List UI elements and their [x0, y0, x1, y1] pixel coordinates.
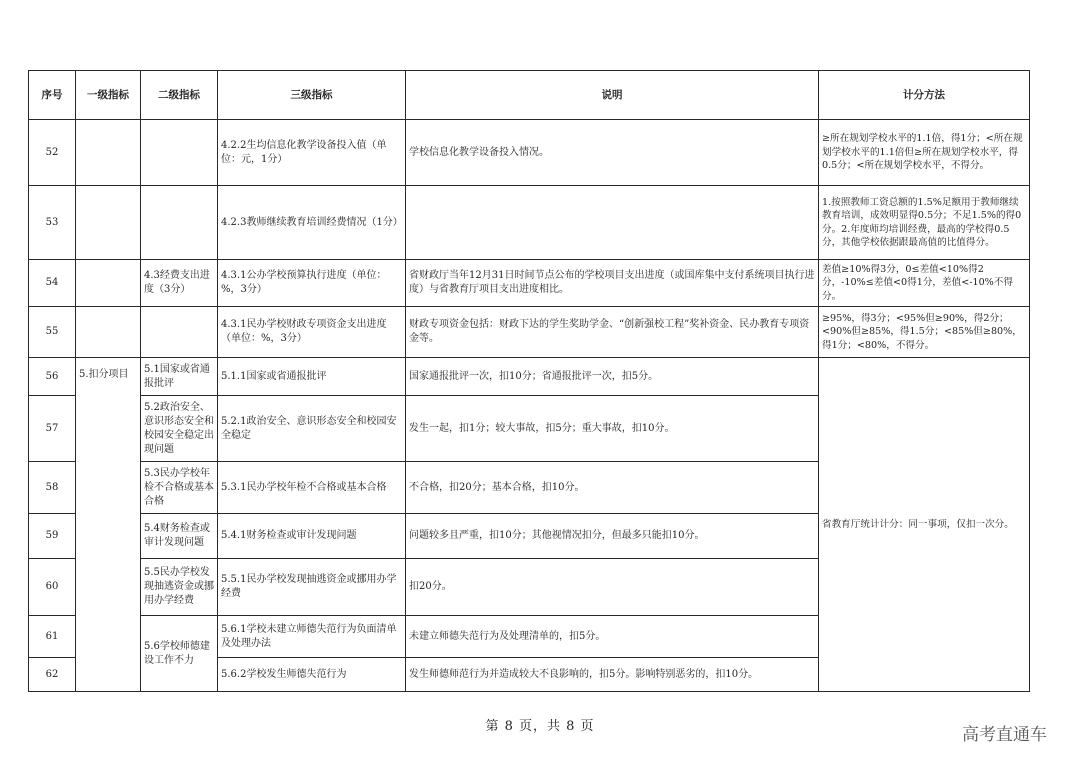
- row-level2: [141, 186, 218, 260]
- header-level2: 二级指标: [141, 71, 218, 120]
- table-row: [29, 307, 1030, 358]
- row-level3: 5.2.1政治安全、意识形态安全和校园安全稳定: [218, 396, 406, 462]
- row-desc: 问题较多且严重，扣10分；其他视情况扣分，但最多只能扣10分。: [406, 514, 819, 559]
- merged-score: 省教育厅统计计分：同一事项，仅扣一次分。: [819, 358, 1030, 692]
- table-row: [29, 186, 1030, 260]
- table-row: [29, 260, 1030, 307]
- row-level2: [141, 307, 218, 358]
- row-desc: 不合格，扣20分；基本合格，扣10分。: [406, 462, 819, 514]
- row-no: 61: [29, 616, 76, 658]
- row-level2: 5.3民办学校年检不合格或基本合格: [141, 462, 218, 514]
- row-desc: [406, 186, 819, 260]
- row-desc: 发生一起，扣1分；较大事故，扣5分；重大事故，扣10分。: [406, 396, 819, 462]
- table-header-row: [29, 71, 1030, 120]
- row-no: 54: [29, 260, 76, 307]
- table-row: [29, 120, 1030, 186]
- row-level1: 5.扣分项目: [76, 358, 141, 692]
- row-no: 59: [29, 514, 76, 559]
- row-score: ≥95%，得3分；<95%但≥90%，得2分；<90%但≥85%，得1.5分；<85%但≥80%，得1分；<80%，不得分。: [819, 307, 1030, 358]
- header-desc: 说明: [406, 71, 819, 120]
- row-level3: 4.2.3教师继续教育培训经费情况（1分）: [218, 186, 406, 260]
- row-no: 56: [29, 358, 76, 396]
- row-level3: 4.2.2生均信息化教学设备投入值（单位：元，1分）: [218, 120, 406, 186]
- row-no: 53: [29, 186, 76, 260]
- row-no: 58: [29, 462, 76, 514]
- row-desc: 未建立师德失范行为及处理清单的，扣5分。: [406, 616, 819, 658]
- header-level3: 三级指标: [218, 71, 406, 120]
- row-level2: 4.3经费支出进度（3分）: [141, 260, 218, 307]
- row-no: 55: [29, 307, 76, 358]
- row-no: 57: [29, 396, 76, 462]
- row-level2: 5.4财务检查或审计发现问题: [141, 514, 218, 559]
- row-score: 差值≥10%得3分，0≤差值<10%得2分，-10%≤差值<0得1分，差值<-10%不得分。: [819, 260, 1030, 307]
- row-score: 1.按照教师工资总额的1.5%足额用于教师继续教育培训，成效明显得0.5分；不足1.5%的得0分。2.年度师均培训经费，最高的学校得0.5分，其他学校依据跟最高值的比值得分。: [819, 186, 1030, 260]
- row-level1: [76, 307, 141, 358]
- row-level2: 5.5民办学校发现抽逃资金或挪用办学经费: [141, 559, 218, 616]
- row-desc: 财政专项资金包括：财政下达的学生奖助学金、“创新强校工程”奖补资金、民办教育专项资金等。: [406, 307, 819, 358]
- row-no: 52: [29, 120, 76, 186]
- row-level1: [76, 120, 141, 186]
- row-level2: [141, 120, 218, 186]
- row-desc: 发生师德师范行为并造成较大不良影响的，扣5分。影响特别恶劣的，扣10分。: [406, 658, 819, 692]
- row-level1: [76, 186, 141, 260]
- table-row: [29, 358, 1030, 396]
- header-score: 计分方法: [819, 71, 1030, 120]
- row-level3: 5.4.1财务检查或审计发现问题: [218, 514, 406, 559]
- row-level3: 5.5.1民办学校发现抽逃资金或挪用办学经费: [218, 559, 406, 616]
- row-level3: 5.3.1民办学校年检不合格或基本合格: [218, 462, 406, 514]
- row-desc: 国家通报批评一次，扣10分；省通报批评一次，扣5分。: [406, 358, 819, 396]
- row-level3: 4.3.1民办学校财政专项资金支出进度（单位：%，3分）: [218, 307, 406, 358]
- page-footer: 第 8 页，共 8 页: [485, 719, 595, 734]
- row-desc: 扣20分。: [406, 559, 819, 616]
- row-level3: 5.6.2学校发生师德失范行为: [218, 658, 406, 692]
- watermark: 高考直通车: [962, 725, 1047, 745]
- header-level1: 一级指标: [76, 71, 141, 120]
- row-no: 60: [29, 559, 76, 616]
- row-desc: 学校信息化教学设备投入情况。: [406, 120, 819, 186]
- merged-level2: 5.6学校师德建设工作不力: [141, 616, 218, 692]
- row-desc: 省财政厅当年12月31日时间节点公布的学校项目支出进度（或国库集中支付系统项目执行进度）与省教育厅项目支出进度相比。: [406, 260, 819, 307]
- row-level2: 5.2政治安全、意识形态安全和校园安全稳定出现问题: [141, 396, 218, 462]
- row-level3: 5.1.1国家或省通报批评: [218, 358, 406, 396]
- indicator-table: [28, 70, 1030, 692]
- row-score: ≥所在规划学校水平的1.1倍，得1分；<所在规划学校水平的1.1倍但≥所在规划学校水平，得0.5分；<所在规划学校水平，不得分。: [819, 120, 1030, 186]
- row-level2: 5.1国家或省通报批评: [141, 358, 218, 396]
- row-no: 62: [29, 658, 76, 692]
- row-level3: 5.6.1学校未建立师德失范行为负面清单及处理办法: [218, 616, 406, 658]
- row-level1: [76, 260, 141, 307]
- header-no: 序号: [29, 71, 76, 120]
- row-level3: 4.3.1公办学校预算执行进度（单位：%，3分）: [218, 260, 406, 307]
